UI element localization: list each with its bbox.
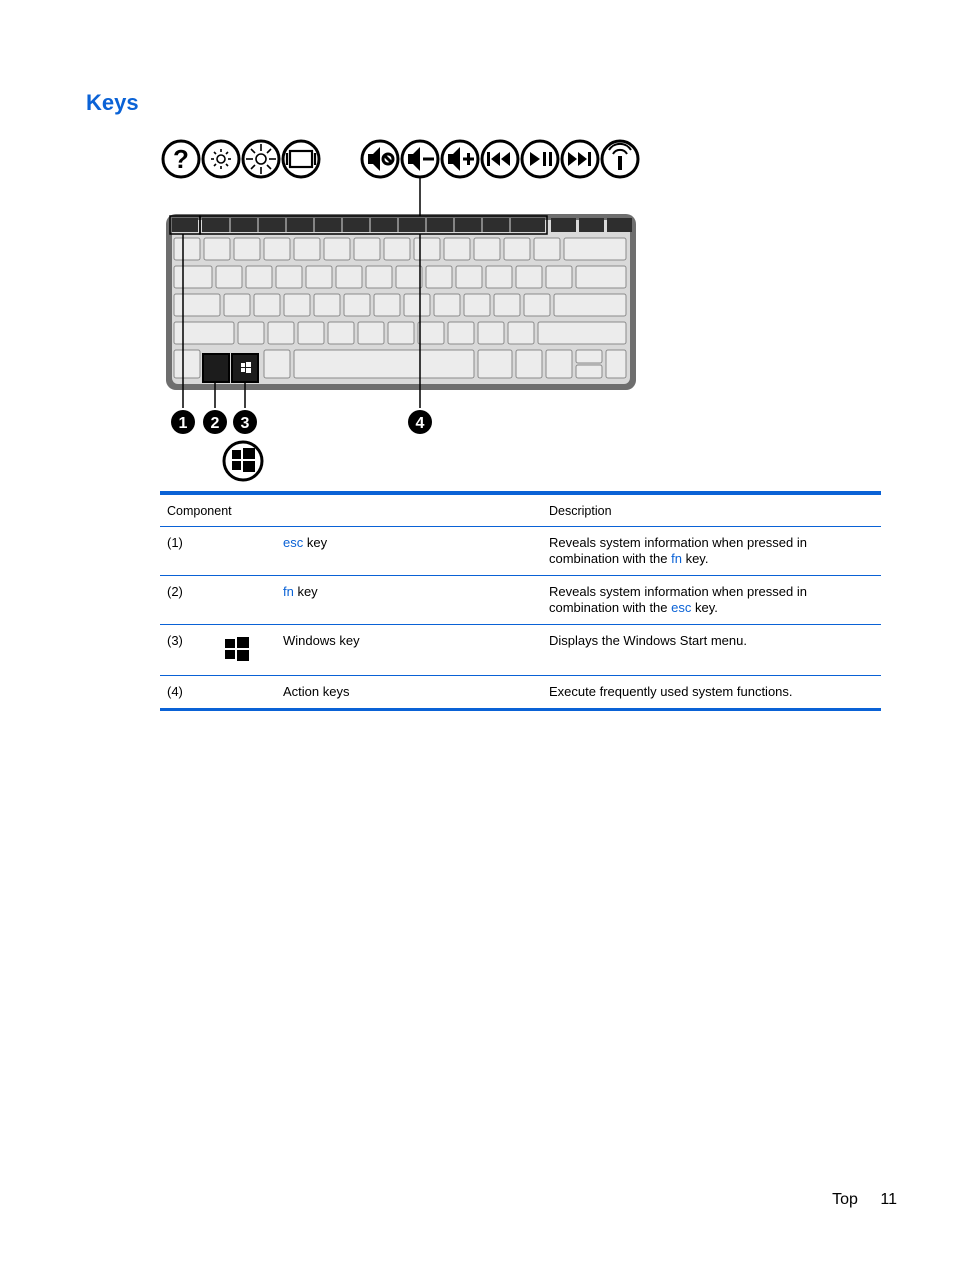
components-table — [160, 491, 881, 711]
brightness-down-icon — [203, 141, 239, 177]
component-name: Action keys — [283, 684, 350, 699]
table-row — [160, 676, 881, 710]
component-description: Displays the Windows Start menu. — [549, 633, 747, 648]
description-header: Description — [549, 504, 612, 518]
row-number: (3) — [167, 633, 183, 648]
esc-link[interactable]: esc — [283, 535, 304, 550]
windows-logo-icon — [224, 442, 262, 480]
row-icon-cell — [211, 676, 276, 710]
windows-logo-icon — [224, 635, 250, 661]
callout-3-label: 3 — [240, 415, 250, 432]
table-row — [160, 625, 881, 676]
component-description: Execute frequently used system functions. — [549, 684, 793, 699]
callout-4-label: 4 — [415, 415, 425, 432]
row-number: (4) — [167, 684, 183, 699]
fn-link[interactable]: fn — [283, 584, 294, 599]
footer-section-link[interactable]: Top — [832, 1191, 858, 1208]
component-description: Reveals system information when pressed in combination with the fn key. — [549, 535, 807, 566]
row-number: (1) — [167, 535, 183, 550]
component-description: Reveals system information when pressed in combination with the esc key. — [549, 584, 807, 615]
page-footer — [832, 1191, 897, 1209]
esc-link[interactable]: esc — [671, 600, 692, 615]
display-switch-icon — [283, 141, 319, 177]
component-name: fn key — [283, 584, 318, 599]
callout-1-label: 1 — [178, 415, 188, 432]
keyboard-figure — [158, 132, 648, 482]
component-header: Component — [167, 504, 232, 518]
page-title: Keys — [86, 90, 139, 115]
table-header-row — [160, 493, 881, 527]
svg-text:?: ? — [173, 144, 189, 174]
fn-link[interactable]: fn — [671, 551, 682, 566]
callout-2-label: 2 — [210, 415, 220, 432]
component-name: Windows key — [283, 633, 360, 648]
row-icon-cell — [211, 625, 276, 676]
table-row — [160, 576, 881, 625]
page-number: 11 — [880, 1191, 897, 1208]
table-row — [160, 527, 881, 576]
row-number: (2) — [167, 584, 183, 599]
row-icon-cell — [211, 527, 276, 576]
row-icon-cell — [211, 576, 276, 625]
component-name: esc key — [283, 535, 328, 550]
keyboard-illustration — [158, 132, 648, 482]
